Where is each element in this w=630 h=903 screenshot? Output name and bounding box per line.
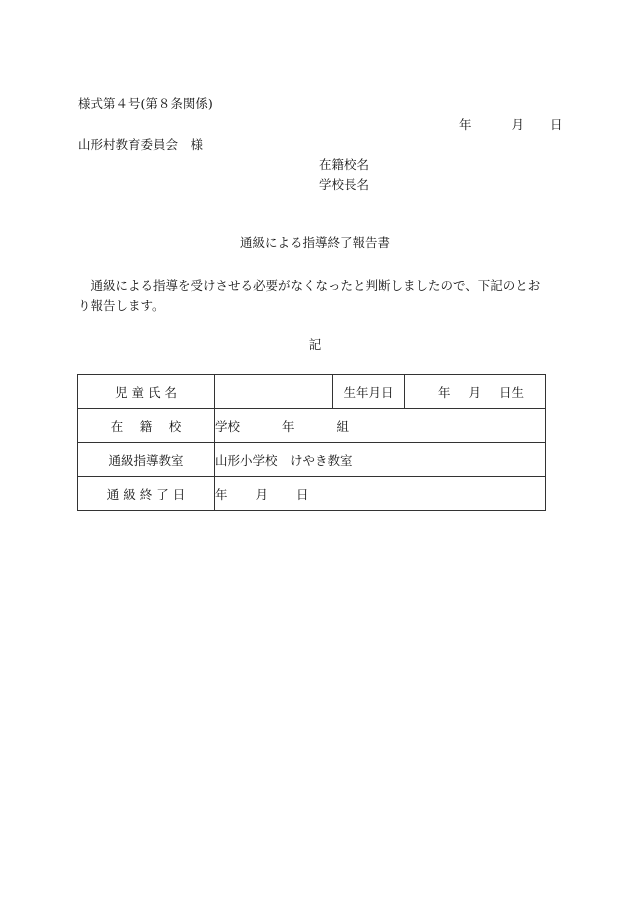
body-paragraph: 通級による指導を受けさせる必要がなくなったと判断しましたので、下記のとおり報告します。 xyxy=(78,278,541,313)
birthdate-cell xyxy=(405,375,546,409)
table-row-enrolled-school xyxy=(78,409,546,443)
school-name-label: 在籍校名 xyxy=(319,157,370,172)
classroom-label: 通級指導教室 xyxy=(78,443,215,477)
birth-year: 年 xyxy=(438,384,451,400)
birth-month: 月 xyxy=(468,384,482,400)
child-name-label: 児 童 氏 名 xyxy=(78,375,215,409)
addressee: 山形村教育委員会 様 xyxy=(78,137,204,152)
grade-suffix: 年 xyxy=(282,418,295,434)
end-day: 日 xyxy=(296,486,309,502)
report-date-day: 日 xyxy=(550,117,563,132)
document-title: 通級による指導終了報告書 xyxy=(239,235,390,250)
end-date-cell xyxy=(215,477,546,511)
end-year: 年 xyxy=(215,486,228,502)
form-number: 様式第４号(第８条関係) xyxy=(78,96,213,111)
classroom-value: 山形小学校 けやき教室 xyxy=(215,443,546,477)
table-row-classroom xyxy=(78,443,546,477)
end-date-label: 通 級 終 了 日 xyxy=(78,477,215,511)
class-suffix: 組 xyxy=(336,418,350,434)
end-month: 月 xyxy=(255,486,269,502)
school-suffix: 学校 xyxy=(215,418,241,434)
report-table xyxy=(77,374,546,511)
enrolled-school-label: 在 籍 校 xyxy=(78,409,215,443)
table-row-child-name xyxy=(78,375,546,409)
child-name-cell xyxy=(215,375,333,409)
report-date-year: 年 xyxy=(459,117,472,132)
birth-day: 日生 xyxy=(499,384,525,400)
table-row-end-date xyxy=(78,477,546,511)
principal-label: 学校長名 xyxy=(319,177,370,192)
report-date-month: 月 xyxy=(511,117,525,132)
enrolled-school-cell xyxy=(215,409,546,443)
note-heading: 記 xyxy=(308,337,322,352)
birthdate-label: 生年月日 xyxy=(333,375,405,409)
report-date xyxy=(459,117,563,133)
